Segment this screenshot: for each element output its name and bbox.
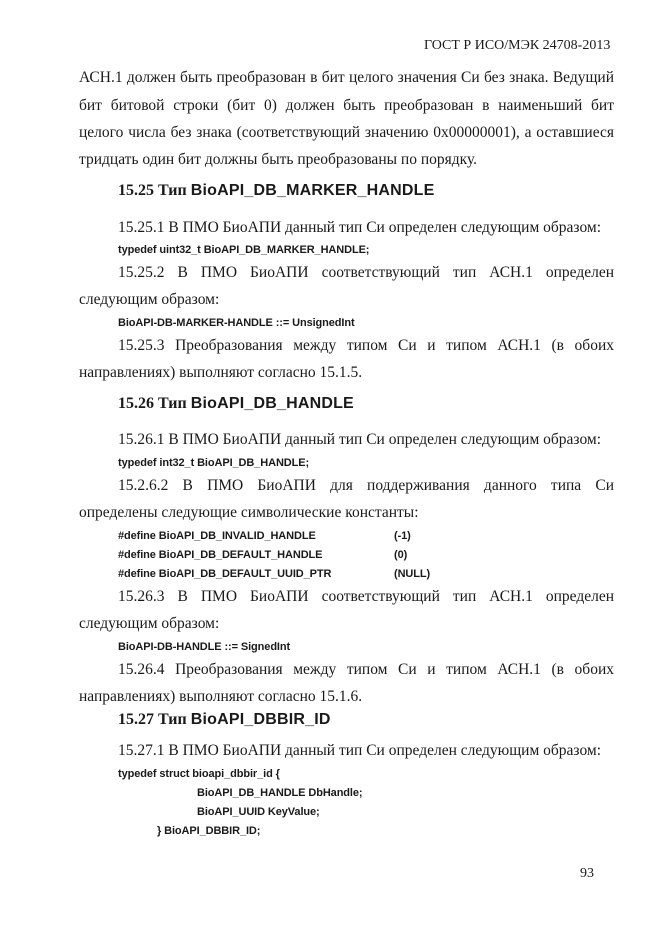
code-struct-field-keyvalue: BioAPI_UUID KeyValue; <box>197 806 320 818</box>
page-number: 93 <box>580 866 594 881</box>
code-asn1-marker-handle: BioAPI-DB-MARKER-HANDLE ::= UnsignedInt <box>118 317 355 329</box>
code-typedef-marker-handle: typedef uint32_t BioAPI_DB_MARKER_HANDLE; <box>118 244 370 256</box>
paragraph-15-26-4-line-1: 15.26.4 Преобразования между типом Си и типом АСН.1 (в обоих <box>118 661 614 678</box>
code-typedef-db-handle: typedef int32_t BioAPI_DB_HANDLE; <box>118 457 310 469</box>
heading-type-name: BioAPI_DB_HANDLE <box>190 395 354 412</box>
paragraph-15-26-3-line-1: 15.26.3 В ПМО БиоАПИ соответствующий тип АСН.1 определен <box>118 588 614 605</box>
define-default-uuid-ptr-name: #define BioAPI_DB_DEFAULT_UUID_PTR <box>118 568 332 580</box>
paragraph-15-26-4-line-2: направлениях) выполняют согласно 15.1.6. <box>79 688 363 705</box>
paragraph-15-25-2-line-2: следующим образом: <box>79 291 220 308</box>
define-invalid-handle-value: (-1) <box>394 530 411 542</box>
heading-number: 15.26 Тип <box>118 395 191 412</box>
define-default-handle-name: #define BioAPI_DB_DEFAULT_HANDLE <box>118 549 323 561</box>
paragraph-15-25-1: 15.25.1 В ПМО БиоАПИ данный тип Си определен следующим образом: <box>118 219 602 236</box>
heading-type-name: BioAPI_DB_MARKER_HANDLE <box>190 182 435 199</box>
define-default-uuid-ptr-value: (NULL) <box>394 568 431 580</box>
paragraph-15-26-2-line-2: определены следующие символические константы: <box>79 504 419 521</box>
heading-type-name: BioAPI_DBBIR_ID <box>190 711 331 728</box>
define-invalid-handle-name: #define BioAPI_DB_INVALID_HANDLE <box>118 530 316 542</box>
section-heading-15-26 <box>118 395 354 413</box>
code-asn1-db-handle: BioAPI-DB-HANDLE ::= SignedInt <box>118 641 291 653</box>
intro-line-1: АСН.1 должен быть преобразован в бит целого значения Си без знака. Ведущий <box>79 69 614 86</box>
code-struct-field-dbhandle: BioAPI_DB_HANDLE DbHandle; <box>197 787 363 799</box>
code-struct-close: } BioAPI_DBBIR_ID; <box>157 825 261 837</box>
intro-line-2: бит битовой строки (бит 0) должен быть преобразован в наименьший бит <box>79 97 614 114</box>
paragraph-15-25-2-line-1: 15.25.2 В ПМО БиоАПИ соответствующий тип АСН.1 определен <box>118 264 614 281</box>
section-heading-15-25 <box>118 182 434 200</box>
heading-number: 15.27 Тип <box>118 711 191 728</box>
paragraph-15-26-2-line-1: 15.2.6.2 В ПМО БиоАПИ для поддерживания данного типа Си <box>118 477 614 494</box>
intro-line-3: целого числа без знака (соответствующий значению 0x00000001), а оставшиеся <box>79 124 614 141</box>
code-struct-open: typedef struct bioapi_dbbir_id { <box>118 768 280 780</box>
paragraph-15-26-1: 15.26.1 В ПМО БиоАПИ данный тип Си определен следующим образом: <box>118 431 602 448</box>
heading-number: 15.25 Тип <box>118 182 191 199</box>
paragraph-15-26-3-line-2: следующим образом: <box>79 615 220 632</box>
paragraph-15-25-3-line-1: 15.25.3 Преобразования между типом Си и типом АСН.1 (в обоих <box>118 337 614 354</box>
define-default-handle-value: (0) <box>394 549 408 561</box>
paragraph-15-25-3-line-2: направлениях) выполняют согласно 15.1.5. <box>79 364 363 381</box>
intro-line-4: тридцать один бит должны быть преобразованы по порядку. <box>79 151 478 168</box>
section-heading-15-27 <box>118 711 331 729</box>
paragraph-15-27-1: 15.27.1 В ПМО БиоАПИ данный тип Си определен следующим образом: <box>118 742 602 759</box>
document-header: ГОСТ Р ИСО/МЭК 24708-2013 <box>424 38 611 53</box>
